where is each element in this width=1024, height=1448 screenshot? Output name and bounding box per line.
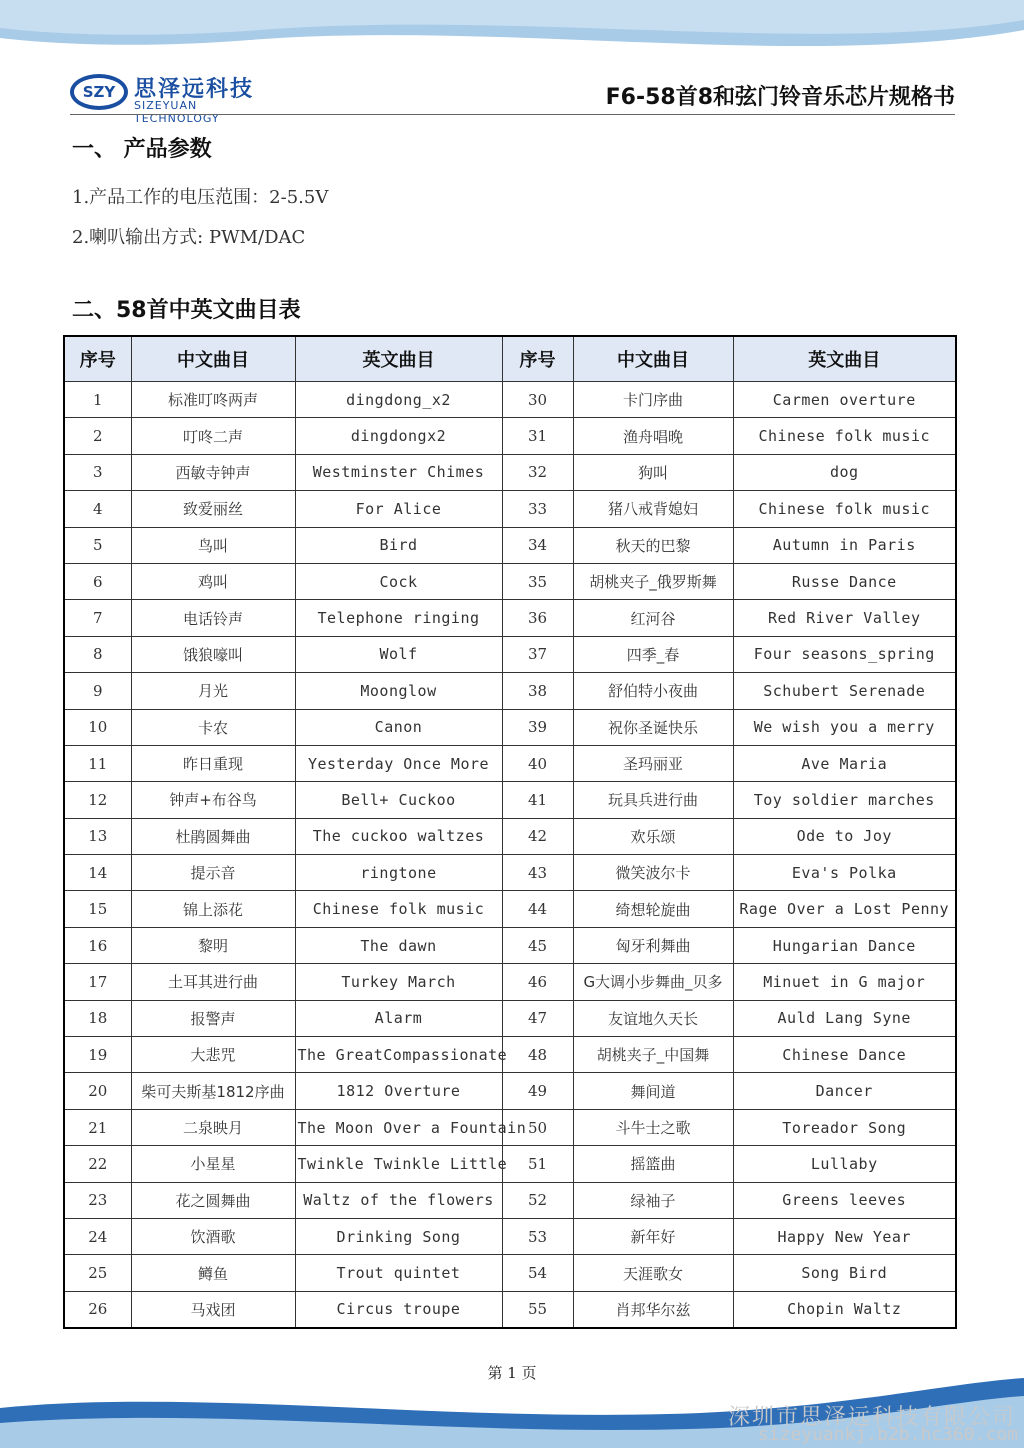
cell-chinese-title-left: 致爱丽丝 [131, 491, 295, 527]
cell-index-left: 12 [64, 782, 131, 818]
table-row [64, 527, 956, 563]
cell-index-right: 35 [502, 563, 573, 599]
header-chinese-title-right: 中文曲目 [573, 336, 733, 382]
page-header [70, 72, 955, 125]
cell-chinese-title-left: 杜鹃圆舞曲 [131, 818, 295, 854]
header-index-left: 序号 [64, 336, 131, 382]
cell-english-title-right: Russe Dance [733, 563, 956, 599]
table-row [64, 927, 956, 963]
cell-english-title-left: dingdong_x2 [295, 382, 502, 418]
cell-index-right: 42 [502, 818, 573, 854]
cell-chinese-title-left: 锦上添花 [131, 891, 295, 927]
cell-index-right: 38 [502, 673, 573, 709]
cell-chinese-title-right: 秋天的巴黎 [573, 527, 733, 563]
cell-chinese-title-right: 摇篮曲 [573, 1146, 733, 1182]
cell-english-title-right: Autumn in Paris [733, 527, 956, 563]
cell-index-left: 13 [64, 818, 131, 854]
table-row [64, 1182, 956, 1218]
cell-index-left: 19 [64, 1037, 131, 1073]
cell-index-right: 46 [502, 964, 573, 1000]
cell-chinese-title-right: 新年好 [573, 1218, 733, 1254]
cell-chinese-title-left: 鸡叫 [131, 563, 295, 599]
cell-english-title-right: Chinese folk music [733, 418, 956, 454]
table-row [64, 1146, 956, 1182]
cell-chinese-title-right: 友谊地久天长 [573, 1000, 733, 1036]
cell-english-title-left: The GreatCompassionate [295, 1037, 502, 1073]
song-table-body [64, 382, 956, 1329]
cell-english-title-left: For Alice [295, 491, 502, 527]
cell-english-title-right: Lullaby [733, 1146, 956, 1182]
cell-english-title-left: dingdongx2 [295, 418, 502, 454]
cell-english-title-right: Hungarian Dance [733, 927, 956, 963]
section-2-title: 二、58首中英文曲目表 [72, 298, 301, 323]
cell-english-title-right: Red River Valley [733, 600, 956, 636]
cell-index-left: 11 [64, 745, 131, 781]
cell-chinese-title-left: 标准叮咚两声 [131, 382, 295, 418]
cell-index-right: 53 [502, 1218, 573, 1254]
cell-chinese-title-right: 舒伯特小夜曲 [573, 673, 733, 709]
cell-chinese-title-left: 提示音 [131, 855, 295, 891]
cell-chinese-title-left: 饮酒歌 [131, 1218, 295, 1254]
cell-english-title-right: Toy soldier marches [733, 782, 956, 818]
table-row [64, 600, 956, 636]
cell-index-left: 3 [64, 454, 131, 490]
cell-index-right: 55 [502, 1291, 573, 1328]
cell-english-title-left: Drinking Song [295, 1218, 502, 1254]
section-1-title: 一、 产品参数 [72, 137, 212, 162]
cell-index-right: 37 [502, 636, 573, 672]
cell-english-title-right: Chinese Dance [733, 1037, 956, 1073]
table-row [64, 891, 956, 927]
cell-english-title-left: The cuckoo waltzes [295, 818, 502, 854]
cell-index-left: 25 [64, 1255, 131, 1291]
cell-chinese-title-right: 匈牙利舞曲 [573, 927, 733, 963]
cell-chinese-title-right: 天涯歌女 [573, 1255, 733, 1291]
cell-english-title-right: Greens leeves [733, 1182, 956, 1218]
cell-english-title-right: Chopin Waltz [733, 1291, 956, 1328]
cell-chinese-title-left: 鸟叫 [131, 527, 295, 563]
table-row [64, 673, 956, 709]
cell-english-title-right: Dancer [733, 1073, 956, 1109]
cell-index-left: 17 [64, 964, 131, 1000]
cell-english-title-right: Ode to Joy [733, 818, 956, 854]
cell-english-title-right: Rage Over a Lost Penny [733, 891, 956, 927]
header-index-right: 序号 [502, 336, 573, 382]
table-row [64, 855, 956, 891]
cell-index-left: 4 [64, 491, 131, 527]
table-row [64, 745, 956, 781]
cell-chinese-title-right: 绿袖子 [573, 1182, 733, 1218]
cell-chinese-title-left: 卡农 [131, 709, 295, 745]
cell-index-right: 34 [502, 527, 573, 563]
cell-index-left: 10 [64, 709, 131, 745]
cell-index-left: 8 [64, 636, 131, 672]
cell-chinese-title-left: 土耳其进行曲 [131, 964, 295, 1000]
cell-english-title-right: Eva's Polka [733, 855, 956, 891]
cell-chinese-title-left: 二泉映月 [131, 1109, 295, 1145]
cell-chinese-title-left: 西敏寺钟声 [131, 454, 295, 490]
cell-english-title-left: Wolf [295, 636, 502, 672]
cell-english-title-left: Alarm [295, 1000, 502, 1036]
cell-index-left: 24 [64, 1218, 131, 1254]
cell-english-title-right: Schubert Serenade [733, 673, 956, 709]
cell-chinese-title-left: 饿狼嚎叫 [131, 636, 295, 672]
cell-english-title-right: dog [733, 454, 956, 490]
table-row [64, 454, 956, 490]
cell-chinese-title-left: 报警声 [131, 1000, 295, 1036]
cell-english-title-left: The Moon Over a Fountain [295, 1109, 502, 1145]
cell-chinese-title-right: 微笑波尔卡 [573, 855, 733, 891]
cell-index-left: 1 [64, 382, 131, 418]
cell-index-right: 51 [502, 1146, 573, 1182]
cell-chinese-title-left: 鳟鱼 [131, 1255, 295, 1291]
cell-chinese-title-right: 猪八戒背媳妇 [573, 491, 733, 527]
cell-chinese-title-left: 马戏团 [131, 1291, 295, 1328]
cell-chinese-title-right: 欢乐颂 [573, 818, 733, 854]
table-row [64, 636, 956, 672]
cell-english-title-right: Happy New Year [733, 1218, 956, 1254]
cell-english-title-right: Minuet in G major [733, 964, 956, 1000]
table-row [64, 1291, 956, 1328]
cell-chinese-title-left: 花之圆舞曲 [131, 1182, 295, 1218]
table-row [64, 491, 956, 527]
cell-index-left: 2 [64, 418, 131, 454]
cell-chinese-title-left: 黎明 [131, 927, 295, 963]
table-row [64, 782, 956, 818]
cell-english-title-left: ringtone [295, 855, 502, 891]
logo-badge: SZY [70, 74, 128, 110]
cell-english-title-right: We wish you a merry [733, 709, 956, 745]
cell-index-right: 45 [502, 927, 573, 963]
cell-english-title-left: The dawn [295, 927, 502, 963]
table-row [64, 1218, 956, 1254]
cell-index-left: 9 [64, 673, 131, 709]
cell-english-title-right: Four seasons_spring [733, 636, 956, 672]
cell-chinese-title-right: 祝你圣诞快乐 [573, 709, 733, 745]
cell-index-left: 15 [64, 891, 131, 927]
cell-english-title-left: Cock [295, 563, 502, 599]
cell-chinese-title-right: 绮想轮旋曲 [573, 891, 733, 927]
param-speaker-output: 2.喇叭输出方式: PWM/DAC [72, 227, 306, 248]
cell-chinese-title-left: 叮咚二声 [131, 418, 295, 454]
cell-chinese-title-right: 玩具兵进行曲 [573, 782, 733, 818]
cell-english-title-left: Telephone ringing [295, 600, 502, 636]
cell-chinese-title-right: 胡桃夹子_中国舞 [573, 1037, 733, 1073]
cell-index-left: 6 [64, 563, 131, 599]
table-row [64, 563, 956, 599]
cell-chinese-title-left: 昨日重现 [131, 745, 295, 781]
cell-index-right: 54 [502, 1255, 573, 1291]
cell-index-right: 52 [502, 1182, 573, 1218]
cell-chinese-title-right: 渔舟唱晚 [573, 418, 733, 454]
table-row [64, 1109, 956, 1145]
cell-index-right: 33 [502, 491, 573, 527]
cell-index-right: 50 [502, 1109, 573, 1145]
cell-index-right: 30 [502, 382, 573, 418]
song-table [63, 335, 957, 1329]
cell-english-title-left: Yesterday Once More [295, 745, 502, 781]
cell-index-right: 31 [502, 418, 573, 454]
cell-chinese-title-right: 肖邦华尔兹 [573, 1291, 733, 1328]
cell-english-title-left: Waltz of the flowers [295, 1182, 502, 1218]
cell-chinese-title-left: 柴可夫斯基1812序曲 [131, 1073, 295, 1109]
cell-index-right: 49 [502, 1073, 573, 1109]
cell-index-right: 47 [502, 1000, 573, 1036]
cell-chinese-title-right: 斗牛士之歌 [573, 1109, 733, 1145]
cell-english-title-left: Turkey March [295, 964, 502, 1000]
document-title: F6-58首8和弦门铃音乐芯片规格书 [605, 85, 955, 110]
cell-chinese-title-right: 红河谷 [573, 600, 733, 636]
cell-index-left: 18 [64, 1000, 131, 1036]
cell-index-right: 36 [502, 600, 573, 636]
cell-index-left: 21 [64, 1109, 131, 1145]
cell-english-title-left: Moonglow [295, 673, 502, 709]
cell-chinese-title-right: 圣玛丽亚 [573, 745, 733, 781]
page-number: 第 1 页 [487, 1364, 537, 1382]
cell-chinese-title-right: 四季_春 [573, 636, 733, 672]
cell-index-left: 23 [64, 1182, 131, 1218]
cell-index-left: 16 [64, 927, 131, 963]
cell-index-left: 22 [64, 1146, 131, 1182]
cell-english-title-left: Bell+ Cuckoo [295, 782, 502, 818]
cell-chinese-title-right: G大调小步舞曲_贝多 [573, 964, 733, 1000]
table-row [64, 382, 956, 418]
header-divider [70, 114, 955, 115]
header-chinese-title-left: 中文曲目 [131, 336, 295, 382]
header-english-title-left: 英文曲目 [295, 336, 502, 382]
table-row [64, 709, 956, 745]
cell-english-title-left: Canon [295, 709, 502, 745]
cell-index-left: 14 [64, 855, 131, 891]
cell-index-right: 43 [502, 855, 573, 891]
cell-english-title-right: Auld Lang Syne [733, 1000, 956, 1036]
cell-index-right: 32 [502, 454, 573, 490]
param-voltage: 1.产品工作的电压范围：2-5.5V [72, 187, 329, 208]
cell-english-title-right: Ave Maria [733, 745, 956, 781]
cell-english-title-right: Chinese folk music [733, 491, 956, 527]
table-row [64, 1000, 956, 1036]
header-english-title-right: 英文曲目 [733, 336, 956, 382]
cell-index-right: 40 [502, 745, 573, 781]
table-header-row [64, 336, 956, 382]
cell-english-title-right: Song Bird [733, 1255, 956, 1291]
cell-english-title-right: Toreador Song [733, 1109, 956, 1145]
cell-english-title-left: Twinkle Twinkle Little [295, 1146, 502, 1182]
cell-chinese-title-left: 大悲咒 [131, 1037, 295, 1073]
cell-index-right: 41 [502, 782, 573, 818]
cell-english-title-left: Trout quintet [295, 1255, 502, 1291]
cell-english-title-right: Carmen overture [733, 382, 956, 418]
table-row [64, 818, 956, 854]
cell-index-right: 44 [502, 891, 573, 927]
logo-english-name: SIZEYUAN TECHNOLOGY [134, 99, 220, 125]
table-row [64, 1073, 956, 1109]
cell-index-left: 5 [64, 527, 131, 563]
cell-chinese-title-right: 狗叫 [573, 454, 733, 490]
cell-index-right: 39 [502, 709, 573, 745]
footer-url: sizeyuankj.b2b.hc360.com [757, 1424, 1018, 1445]
table-row [64, 964, 956, 1000]
cell-chinese-title-right: 卡门序曲 [573, 382, 733, 418]
logo-chinese-name: 思泽远科技 [134, 77, 255, 102]
cell-chinese-title-right: 胡桃夹子_俄罗斯舞 [573, 563, 733, 599]
cell-index-left: 26 [64, 1291, 131, 1328]
cell-english-title-left: Chinese folk music [295, 891, 502, 927]
cell-chinese-title-right: 舞间道 [573, 1073, 733, 1109]
cell-index-left: 7 [64, 600, 131, 636]
cell-index-left: 20 [64, 1073, 131, 1109]
cell-english-title-left: 1812 Overture [295, 1073, 502, 1109]
cell-chinese-title-left: 电话铃声 [131, 600, 295, 636]
top-wave-decoration [0, 0, 1024, 70]
cell-chinese-title-left: 月光 [131, 673, 295, 709]
footer-company-name: 深圳市思泽远科技有限公司 [727, 1405, 1016, 1430]
table-row [64, 1255, 956, 1291]
cell-english-title-left: Westminster Chimes [295, 454, 502, 490]
table-row [64, 418, 956, 454]
cell-chinese-title-left: 钟声+布谷鸟 [131, 782, 295, 818]
company-logo [70, 72, 270, 125]
cell-chinese-title-left: 小星星 [131, 1146, 295, 1182]
cell-index-right: 48 [502, 1037, 573, 1073]
cell-english-title-left: Bird [295, 527, 502, 563]
cell-english-title-left: Circus troupe [295, 1291, 502, 1328]
table-row [64, 1037, 956, 1073]
